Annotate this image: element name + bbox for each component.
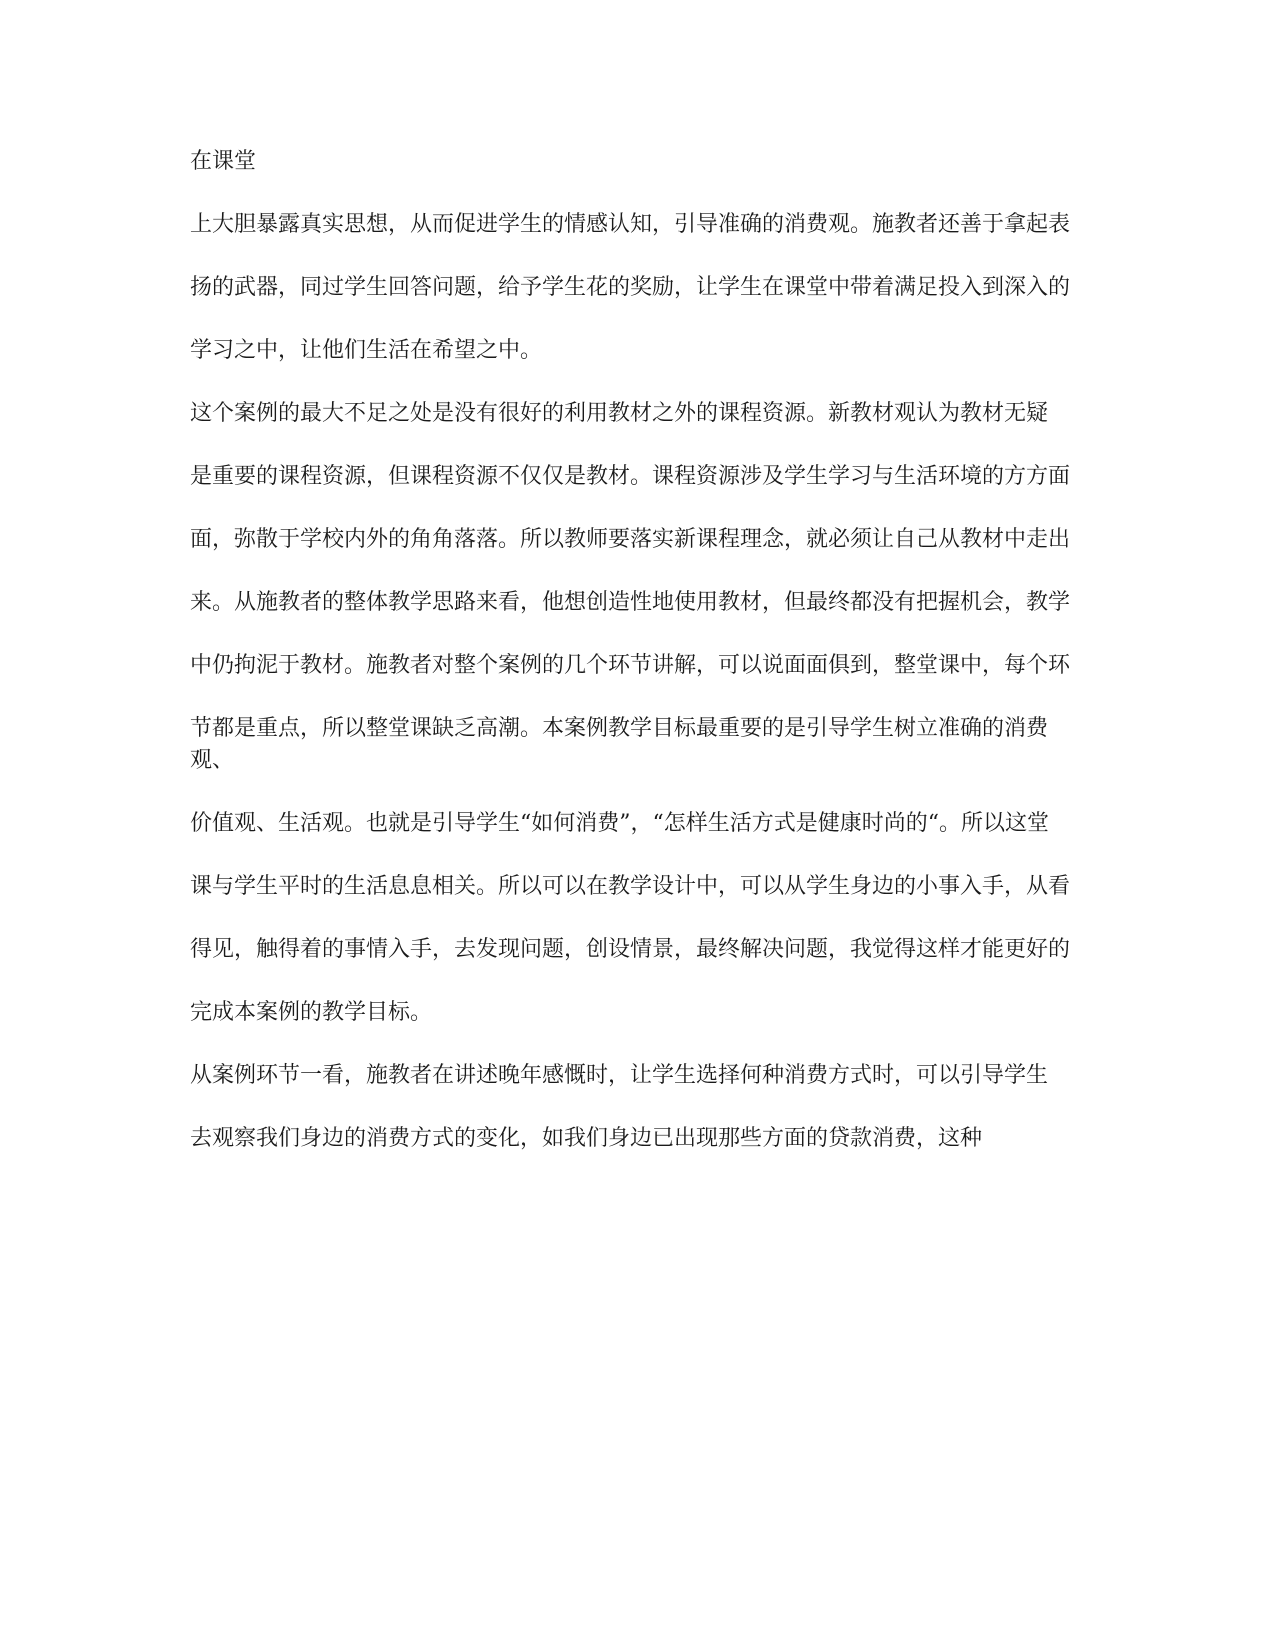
paragraph: 学习之中，让他们生活在希望之中。 bbox=[190, 338, 543, 363]
paragraph: 课与学生平时的生活息息相关。所以可以在教学设计中，可以从学生身边的小事入手，从看 bbox=[190, 874, 1071, 899]
paragraph: 是重要的课程资源，但课程资源不仅仅是教材。课程资源涉及学生学习与生活环境的方方面 bbox=[190, 464, 1071, 489]
paragraph: 得见，触得着的事情入手，去发现问题，创设情景，最终解决问题，我觉得这样才能更好的 bbox=[190, 937, 1071, 962]
paragraph: 节都是重点，所以整堂课缺乏高潮。本案例教学目标最重要的是引导学生树立准确的消费观、 bbox=[190, 716, 1049, 773]
paragraph: 面，弥散于学校内外的角角落落。所以教师要落实新课程理念，就必须让自己从教材中走出 bbox=[190, 527, 1071, 552]
paragraph: 来。从施教者的整体教学思路来看，他想创造性地使用教材，但最终都没有把握机会，教学 bbox=[190, 590, 1071, 615]
paragraph: 去观察我们身边的消费方式的变化，如我们身边已出现那些方面的贷款消费，这种 bbox=[190, 1126, 983, 1151]
document-body bbox=[190, 146, 1090, 1186]
paragraph: 从案例环节一看，施教者在讲述晚年感慨时，让学生选择何种消费方式时，可以引导学生 bbox=[190, 1063, 1049, 1088]
paragraph: 扬的武器，同过学生回答问题，给予学生花的奖励，让学生在课堂中带着满足投入到深入的 bbox=[190, 275, 1071, 300]
paragraph: 这个案例的最大不足之处是没有很好的利用教材之外的课程资源。新教材观认为教材无疑 bbox=[190, 401, 1049, 426]
paragraph: 中仍拘泥于教材。施教者对整个案例的几个环节讲解，可以说面面俱到，整堂课中，每个环 bbox=[190, 653, 1071, 678]
paragraph: 价值观、生活观。也就是引导学生“如何消费”，“怎样生活方式是健康时尚的“。所以这堂 bbox=[190, 811, 1049, 836]
paragraph: 在课堂 bbox=[190, 149, 257, 174]
paragraph: 完成本案例的教学目标。 bbox=[190, 1000, 433, 1025]
paragraph: 上大胆暴露真实思想，从而促进学生的情感认知，引导准确的消费观。施教者还善于拿起表 bbox=[190, 212, 1071, 237]
